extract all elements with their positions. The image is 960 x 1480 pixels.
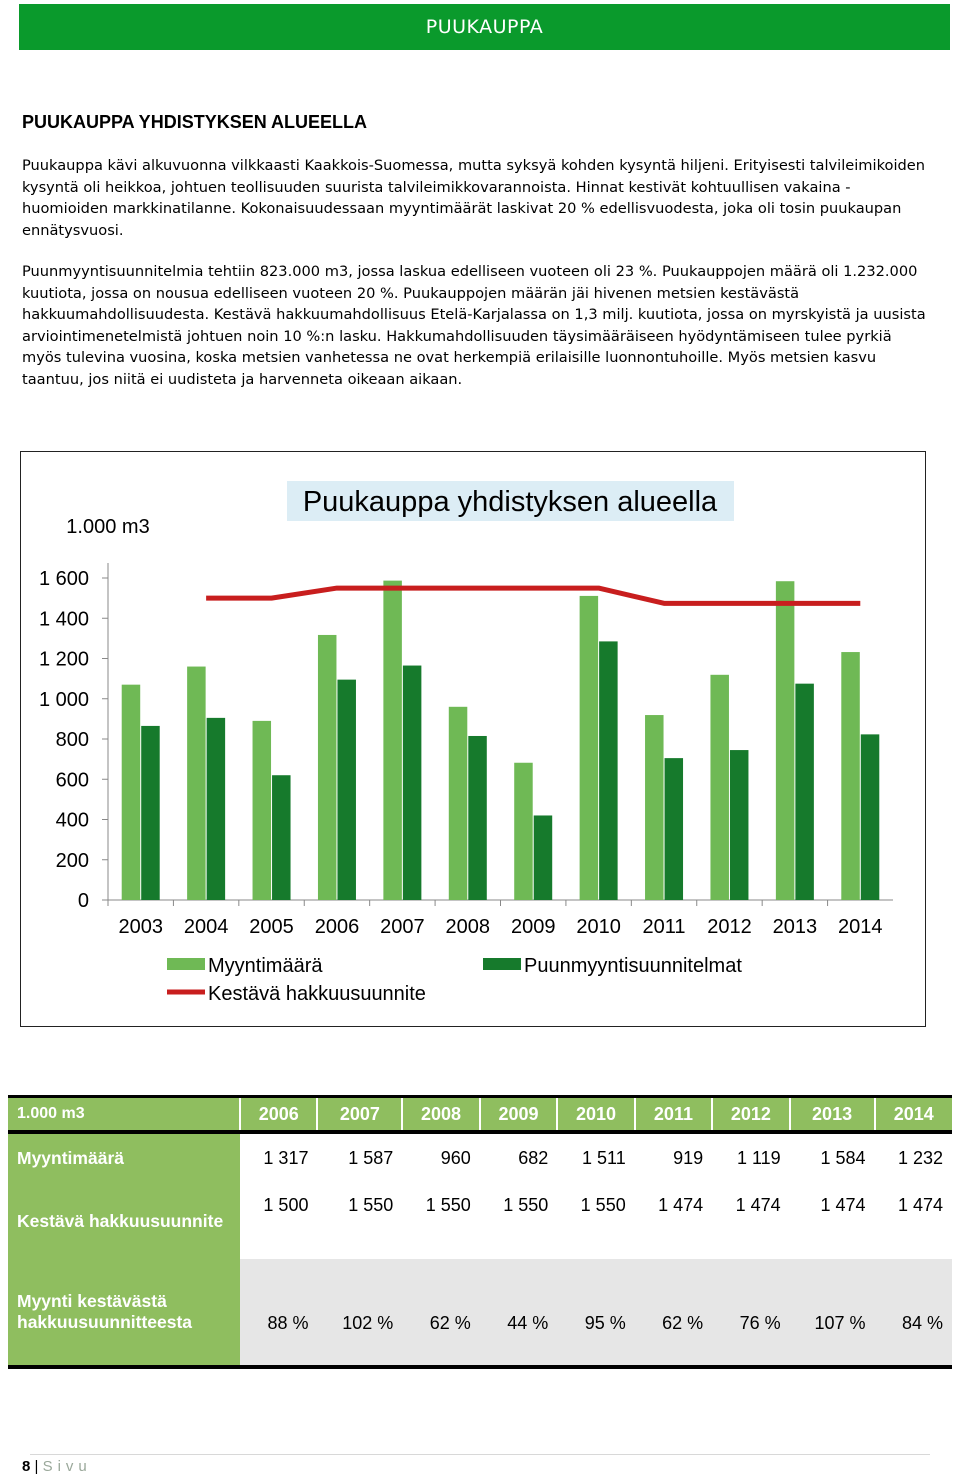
- bar-myyntimaara: [253, 721, 272, 900]
- chart-frame: [20, 451, 926, 1027]
- table-cell: 1 474: [712, 1183, 789, 1259]
- footer-rule: [30, 1454, 930, 1455]
- bar-puunmyyntisuunnitelmat: [468, 736, 487, 900]
- sales-chart: [21, 452, 924, 1025]
- table-cell: 1 584: [790, 1132, 875, 1183]
- details-paragraph: Puunmyyntisuunnitelmia tehtiin 823.000 m3, jossa laskua edelliseen vuoteen oli 23 %. Puukauppojen määrä oli 1.232.000 kuutiota, jossa on nousua edelliseen vuoteen 20 %. Puukauppojen määrän jäi hivenen metsien kestävästä hakkuumahdollisuudesta. Kestävä hakkuumahdollisuus Etelä-Karjalassa on 1,3 milj. kuutiota, jossa on myrskyistä ja uusista arviointimenetelmistä johtuen noin 10 %:n lasku. Hakkumahdollisuuden täysimääräiseen hyödyntämiseen tulee pyrkiä myös tulevina vuosina, koska metsien vanhetessa ne ovat herkempiä erilaisille luonnontuhoille. Myös metsien kasvu taantuu, jos niitä ei uudisteta ja harvenneta oikeaan aikaan.: [22, 263, 926, 388]
- table-cell: 1 550: [557, 1183, 634, 1259]
- table-year-header: 2006: [240, 1097, 317, 1133]
- y-tick-label: 0: [77, 890, 89, 912]
- table-cell: 88 %: [240, 1259, 317, 1367]
- y-tick-label: 400: [55, 809, 89, 832]
- table-year-header: 2008: [402, 1097, 479, 1133]
- bar-myyntimaara: [645, 715, 664, 900]
- x-tick-label: 2003: [118, 916, 163, 938]
- footer-separator: |: [34, 1458, 39, 1475]
- table-cell: 919: [635, 1132, 712, 1183]
- x-tick-label: 2007: [380, 916, 425, 938]
- page-number: 8: [22, 1458, 31, 1475]
- table-year-header: 2011: [635, 1097, 712, 1133]
- bar-puunmyyntisuunnitelmat: [665, 758, 684, 900]
- table-cell: 1 474: [635, 1183, 712, 1259]
- legend-label-puunmyyntisuunnitelmat: Puunmyyntisuunnitelmat: [524, 955, 742, 977]
- x-tick-label: 2005: [249, 916, 294, 938]
- y-tick-label: 800: [55, 729, 89, 751]
- section-banner: PUUKAUPPA: [19, 4, 950, 50]
- bar-puunmyyntisuunnitelmat: [337, 680, 356, 900]
- table-cell: 102 %: [317, 1259, 402, 1367]
- table-cell: 1 550: [317, 1183, 402, 1259]
- x-tick-label: 2009: [510, 916, 556, 938]
- bar-puunmyyntisuunnitelmat: [272, 775, 291, 900]
- y-tick-label: 1 400: [38, 608, 89, 631]
- bar-myyntimaara: [187, 667, 206, 900]
- table-cell: 107 %: [790, 1259, 875, 1367]
- y-tick-label: 200: [55, 849, 89, 872]
- table-cell: 1 587: [317, 1132, 402, 1183]
- table-cell: 1 550: [402, 1183, 479, 1259]
- x-tick-label: 2004: [183, 916, 229, 938]
- table-year-header: 2012: [712, 1097, 789, 1133]
- legend-swatch-puunmyyntisuunnitelmat: [483, 958, 521, 970]
- x-tick-label: 2011: [642, 916, 686, 938]
- bar-puunmyyntisuunnitelmat: [403, 666, 422, 900]
- bar-myyntimaara: [776, 581, 795, 900]
- x-tick-label: 2013: [772, 916, 818, 938]
- table-row-label: Myynti kestävästä hakkuusuunnitteesta: [8, 1259, 240, 1367]
- table-year-header: 2010: [557, 1097, 634, 1133]
- table-cell: 1 474: [790, 1183, 875, 1259]
- intro-paragraph: Puukauppa kävi alkuvuonna vilkkaasti Kaakkois-Suomessa, mutta syksyä kohden kysyntä hiljeni. Erityisesti talvileimikoiden kysyntä oli heikkoa, johtuen teollisuuden suurista talvileimikkovarannoista. Hinnat kestivät kohtuullisen vakaina -huomioiden markkinatilanne. Kokonaisuudessaan myyntimäärät laskivat 20 % edellisvuodesta, joka oli tosin puukaupan ennätysvuosi.: [22, 157, 925, 239]
- legend-label-kestava: Kestävä hakkuusuunnite: [208, 983, 426, 1005]
- bar-myyntimaara: [580, 596, 599, 900]
- table-row-label: Kestävä hakkuusuunnite: [8, 1183, 240, 1259]
- bar-myyntimaara: [318, 635, 337, 900]
- legend-label-myyntimaara: Myyntimäärä: [208, 955, 323, 977]
- table-year-header: 2009: [480, 1097, 557, 1133]
- table-year-header: 2014: [875, 1097, 953, 1133]
- bar-puunmyyntisuunnitelmat: [534, 815, 553, 900]
- table-cell: 1 119: [712, 1132, 789, 1183]
- table-header-row: [8, 1097, 952, 1133]
- table-row: [8, 1259, 952, 1367]
- table-cell: 1 500: [240, 1183, 317, 1259]
- table-cell: 76 %: [712, 1259, 789, 1367]
- x-tick-label: 2006: [314, 916, 360, 938]
- bar-puunmyyntisuunnitelmat: [730, 750, 749, 900]
- table-cell: 95 %: [557, 1259, 634, 1367]
- table-cell: 1 232: [875, 1132, 953, 1183]
- chart-title: Puukauppa yhdistyksen alueella: [302, 486, 718, 518]
- bar-myyntimaara: [383, 581, 402, 900]
- table-row: [8, 1132, 952, 1183]
- section-heading: PUUKAUPPA YHDISTYKSEN ALUEELLA: [22, 112, 368, 132]
- bar-myyntimaara: [514, 763, 533, 900]
- table-cell: 84 %: [875, 1259, 953, 1367]
- table-row-label: Myyntimäärä: [8, 1132, 240, 1183]
- table-cell: 44 %: [480, 1259, 557, 1367]
- table-year-header: 2007: [317, 1097, 402, 1133]
- y-tick-label: 1 200: [38, 648, 89, 671]
- table-cell: 1 511: [557, 1132, 634, 1183]
- page-footer: [22, 1458, 92, 1475]
- bar-puunmyyntisuunnitelmat: [141, 726, 160, 900]
- table-cell: 1 317: [240, 1132, 317, 1183]
- x-tick-label: 2012: [707, 916, 752, 938]
- legend-swatch-myyntimaara: [167, 958, 205, 970]
- bar-puunmyyntisuunnitelmat: [795, 684, 814, 900]
- y-tick-label: 1 000: [38, 688, 89, 711]
- table-cell: 1 474: [875, 1183, 953, 1259]
- page-word: Sivu: [42, 1458, 92, 1475]
- bar-myyntimaara: [841, 652, 860, 900]
- bar-myyntimaara: [122, 685, 141, 900]
- x-tick-label: 2008: [445, 916, 491, 938]
- x-tick-label: 2010: [576, 916, 621, 938]
- bar-puunmyyntisuunnitelmat: [861, 734, 880, 900]
- y-unit-label: 1.000 m3: [66, 516, 150, 538]
- bar-puunmyyntisuunnitelmat: [207, 718, 226, 900]
- bar-puunmyyntisuunnitelmat: [599, 641, 618, 900]
- table-cell: 960: [402, 1132, 479, 1183]
- table-cell: 1 550: [480, 1183, 557, 1259]
- sales-table: [8, 1095, 952, 1369]
- y-tick-label: 1 600: [38, 568, 89, 590]
- table-cell: 682: [480, 1132, 557, 1183]
- line-kestava-hakkuusuunnite: [206, 588, 860, 603]
- table-unit-header: 1.000 m3: [8, 1097, 240, 1133]
- y-tick-label: 600: [55, 769, 89, 792]
- bar-myyntimaara: [449, 707, 468, 900]
- x-tick-label: 2014: [838, 916, 883, 938]
- table-row: [8, 1183, 952, 1259]
- table-cell: 62 %: [635, 1259, 712, 1367]
- bar-myyntimaara: [710, 675, 729, 900]
- table-cell: 62 %: [402, 1259, 479, 1367]
- table-year-header: 2013: [790, 1097, 875, 1133]
